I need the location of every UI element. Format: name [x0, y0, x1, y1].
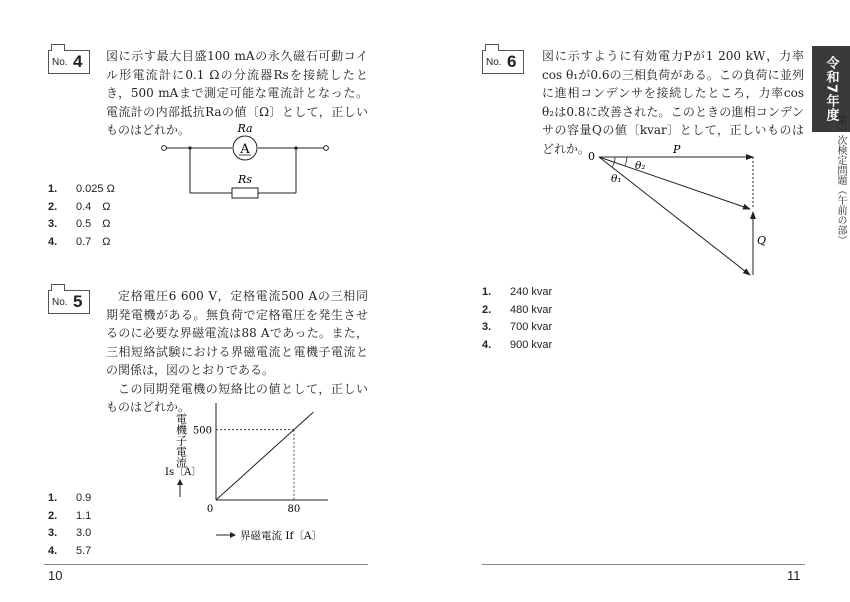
rs-label: Rs — [238, 173, 252, 186]
page-number-left: 10 — [48, 568, 63, 583]
ra-label: Ra — [237, 122, 253, 135]
shunt-resistor — [232, 188, 258, 198]
question-5-paragraph-2: この同期発電機の短絡比の値として，正しいものはどれか。 — [106, 381, 368, 414]
option-4[interactable]: 4. 0.7 Ω — [48, 235, 111, 248]
question-4-options — [48, 181, 115, 251]
question-number-box-5 — [48, 290, 90, 314]
theta2-vector — [599, 157, 750, 209]
y-axis-label: 電機子電流 — [174, 413, 188, 468]
p-label: P — [673, 143, 681, 156]
footer-rule-left — [44, 564, 368, 565]
characteristic-line — [216, 412, 313, 500]
question-number-box-4 — [48, 50, 90, 74]
theta2-arc — [625, 157, 627, 166]
y-tick-500: 500 — [192, 425, 212, 437]
x-tick-80: 80 — [287, 504, 301, 515]
origin-label: 0 — [206, 504, 214, 515]
theta1-vector — [599, 157, 750, 275]
terminal-right — [324, 146, 329, 151]
question-number: 6 — [507, 52, 517, 71]
option-2[interactable]: 2. 0.4 Ω — [48, 200, 111, 213]
option-3[interactable]: 3. 700 kvar — [482, 321, 553, 334]
question-number: 5 — [73, 292, 83, 311]
year-label: 令和7年度 — [823, 56, 839, 123]
theta1-label: θ₁ — [611, 173, 622, 185]
question-5-options — [48, 490, 91, 560]
right-page — [425, 0, 850, 602]
question-6-text: 図に示すように有効電力Pが1 200 kW，力率cos θ₁が0.6の三相負荷がある。この負荷に並列に進相コンデンサを接続したところ，力率cos θ₂は0.8に改善された。このときの進相コンデンサの容量Qの値〔kvar〕として，正しいものはどれか。 — [542, 49, 804, 156]
option-3[interactable]: 3. 0.5 Ω — [48, 218, 111, 231]
x-axis-label: 界磁電流 If〔A〕 — [240, 530, 322, 542]
ammeter-letter: A — [240, 142, 250, 157]
page-number-right: 11 — [787, 568, 801, 583]
no-label: No. — [486, 57, 502, 68]
theta2-label: θ₂ — [635, 160, 646, 172]
option-3[interactable]: 3. 3.0 — [48, 527, 92, 540]
no-label: No. — [52, 297, 68, 308]
session-note: 第一次検定問題（午前の部） — [835, 115, 846, 245]
option-1[interactable]: 1. 0.9 — [48, 492, 92, 504]
option-1[interactable]: 1. 240 kvar — [482, 286, 553, 298]
footer-rule-right — [482, 564, 805, 565]
option-2[interactable]: 2. 1.1 — [48, 509, 92, 522]
option-4[interactable]: 4. 900 kvar — [482, 338, 553, 351]
y-axis-symbol: Is〔A〕 — [165, 467, 202, 478]
question-6-options — [482, 284, 552, 354]
no-label: No. — [52, 57, 68, 68]
q5-characteristic-chart — [160, 395, 360, 545]
option-2[interactable]: 2. 480 kvar — [482, 303, 553, 316]
question-4-text: 図に示す最大目盛100 mAの永久磁石可動コイル形電流計に0.1 Ωの分流器Rsを接続したとき，500 mAまで測定可能な電流計となった。電流計の内部抵抗Raの値〔Ω〕として，正しいものはどれか。 — [106, 49, 368, 137]
terminal-left — [162, 146, 167, 151]
option-1[interactable]: 1. 0.025 Ω — [48, 183, 115, 195]
question-number: 4 — [73, 52, 83, 71]
question-5-paragraph-1: 定格電圧6 600 V，定格電流500 Aの三相同期発電機がある。無負荷で定格電圧を発生させるのに必要な界磁電流は88 Aであった。また，三相短絡試験における界磁電流と電機子電流との関係は，図のとおりである。 — [106, 289, 368, 377]
q6-phasor-diagram — [585, 145, 785, 280]
q4-circuit-diagram — [160, 122, 350, 202]
origin-label: 0 — [588, 150, 595, 163]
question-number-box-6 — [482, 50, 524, 74]
q-label: Q — [757, 234, 767, 247]
option-4[interactable]: 4. 5.7 — [48, 544, 92, 557]
